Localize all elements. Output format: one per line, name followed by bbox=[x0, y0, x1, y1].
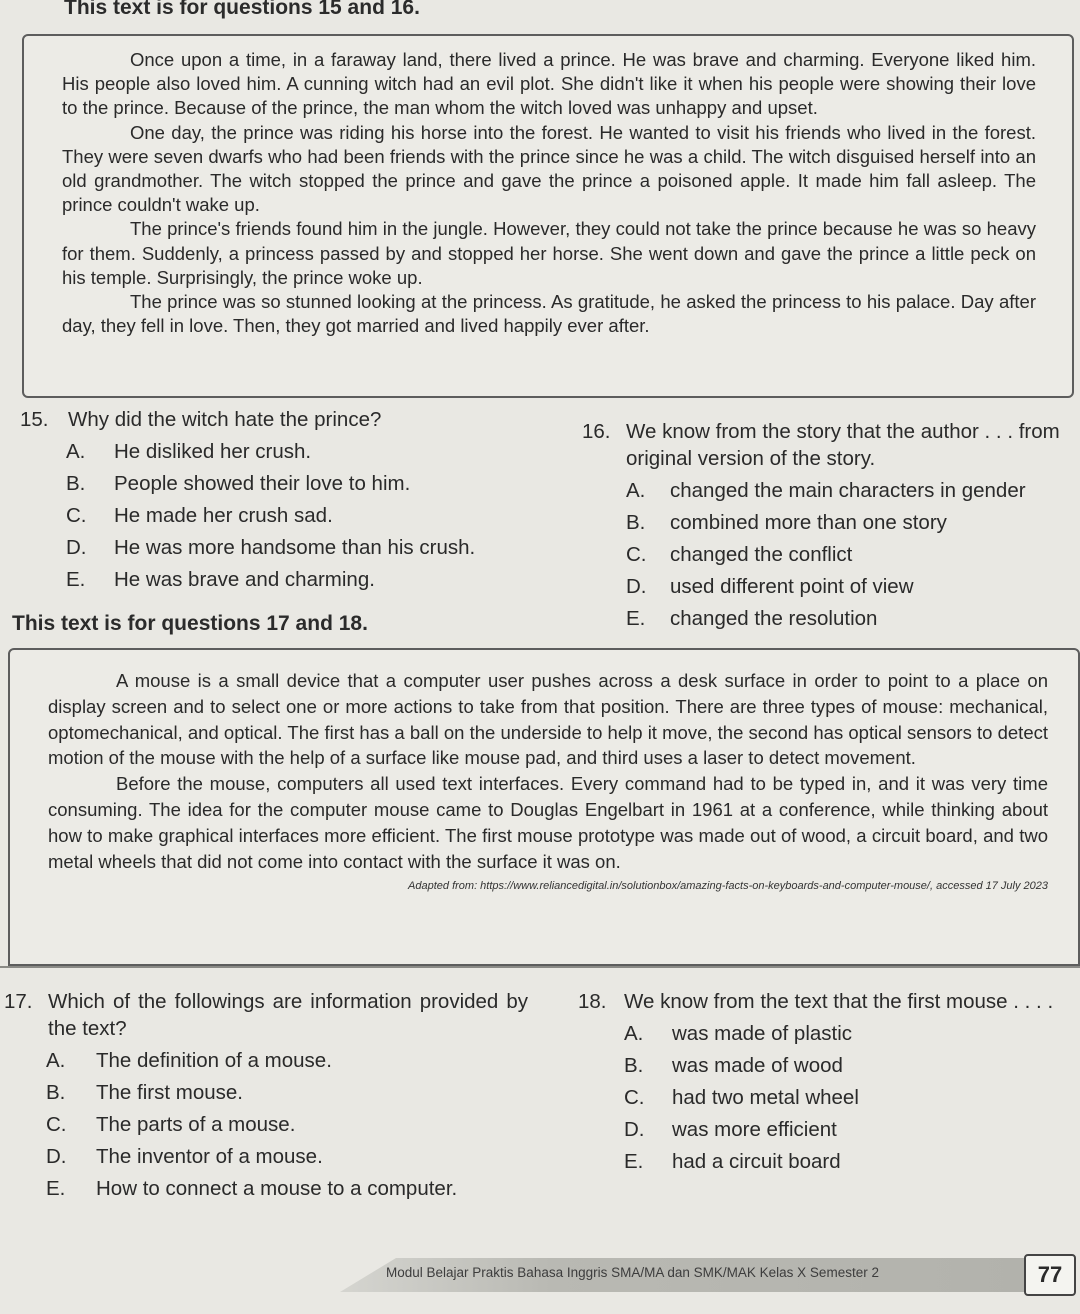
answer-option[interactable] bbox=[626, 541, 1076, 568]
text1-paragraph: One day, the prince was riding his horse into the forest. He wanted to visit his friends who lived in the forest. They were seven dwarfs who had been friends with the prince since he was a child. The witch disguised herself into an old grandmother. The witch stopped the prince and gave the prince a poisoned apple. It made him fall asleep. The prince couldn't wake up. bbox=[62, 121, 1036, 216]
answer-option[interactable] bbox=[46, 1111, 544, 1138]
text2-paragraph: Before the mouse, computers all used text interfaces. Every command had to be typed in, and it was very time consuming. The idea for the computer mouse came to Douglas Engelbart in 1961 at a conference, while thinking about how to make graphical interfaces more efficient. The first mouse prototype was made out of wood, a circuit board, and two metal wheels that did not come into contact with the surface it was on. bbox=[48, 773, 1048, 872]
answer-option[interactable] bbox=[624, 1020, 1076, 1047]
option-letter: B. bbox=[624, 1054, 644, 1077]
question-15 bbox=[20, 406, 560, 593]
text2-box bbox=[8, 648, 1080, 966]
option-text: changed the main characters in gender bbox=[670, 479, 1026, 502]
option-text: changed the conflict bbox=[670, 543, 853, 566]
option-letter: E. bbox=[46, 1177, 66, 1200]
footer-book-title: Modul Belajar Praktis Bahasa Inggris SMA/MA dan SMK/MAK Kelas X Semester 2 bbox=[386, 1265, 879, 1280]
option-letter: D. bbox=[46, 1145, 67, 1168]
text2-paragraph: A mouse is a small device that a computer user pushes across a desk surface in order to point to a place on display screen and to select one or more actions to take from that position. There are three types of mouse: mechanical, optomechanical, and optical. The first has a ball on the underside to help it move, the second has optical sensors to detect motion of the mouse with the help of a surface like mouse pad, and third uses a laser to detect movement. bbox=[48, 670, 1048, 769]
option-text: The first mouse. bbox=[96, 1081, 243, 1104]
option-letter: E. bbox=[66, 568, 86, 591]
text1-box bbox=[22, 34, 1074, 398]
option-text: How to connect a mouse to a computer. bbox=[96, 1177, 458, 1200]
question-text: We know from the text that the first mouse . . . . bbox=[624, 990, 1054, 1013]
option-text: The inventor of a mouse. bbox=[96, 1145, 323, 1168]
question-18 bbox=[578, 988, 1076, 1175]
question-17 bbox=[4, 988, 544, 1202]
answer-option[interactable] bbox=[626, 573, 1076, 600]
question-number: 18. bbox=[578, 990, 607, 1013]
text1-paragraph: Once upon a time, in a faraway land, there lived a prince. He was brave and charming. Everyone liked him. His people also loved him. A cunning witch had an evil plot. She didn't like it when his people were showing their love to the prince. Because of the prince, the man whom the witch loved was unhappy and upset. bbox=[62, 49, 1036, 119]
option-letter: B. bbox=[46, 1081, 66, 1104]
option-text: had a circuit board bbox=[672, 1150, 841, 1173]
answer-option[interactable] bbox=[66, 566, 560, 593]
option-text: changed the resolution bbox=[670, 607, 878, 630]
option-text: combined more than one story bbox=[670, 511, 947, 534]
option-letter: A. bbox=[66, 440, 86, 463]
option-letter: D. bbox=[626, 575, 647, 598]
answer-option[interactable] bbox=[626, 605, 1076, 632]
divider bbox=[0, 966, 1080, 968]
answer-option[interactable] bbox=[66, 534, 560, 561]
source-citation: Adapted from: https://www.reliancedigital.in/solutionbox/amazing-facts-on-keyboards-and-computer-mouse/, accessed 17 July 2023 bbox=[408, 880, 1048, 893]
answer-option[interactable] bbox=[66, 438, 560, 465]
option-letter: A. bbox=[626, 479, 646, 502]
answer-option[interactable] bbox=[46, 1047, 544, 1074]
question-16 bbox=[582, 418, 1076, 632]
option-text: He was more handsome than his crush. bbox=[114, 536, 476, 559]
option-letter: C. bbox=[66, 504, 87, 527]
page-number: 77 bbox=[1024, 1254, 1076, 1296]
option-letter: E. bbox=[624, 1150, 644, 1173]
option-text: People showed their love to him. bbox=[114, 472, 411, 495]
answer-option[interactable] bbox=[624, 1116, 1076, 1143]
answer-option[interactable] bbox=[624, 1148, 1076, 1175]
option-letter: B. bbox=[626, 511, 646, 534]
option-letter: E. bbox=[626, 607, 646, 630]
question-text: Why did the witch hate the prince? bbox=[68, 408, 382, 431]
option-text: used different point of view bbox=[670, 575, 914, 598]
text1-heading: This text is for questions 15 and 16. bbox=[64, 0, 420, 19]
answer-option[interactable] bbox=[624, 1052, 1076, 1079]
option-text: The definition of a mouse. bbox=[96, 1049, 332, 1072]
text1-paragraph: The prince's friends found him in the jungle. However, they could not take the prince because he was so heavy for them. Suddenly, a princess passed by and stopped her horse. She went down and gave the prince a little peck on his temple. Surprisingly, the prince woke up. bbox=[62, 218, 1036, 288]
option-text: He made her crush sad. bbox=[114, 504, 333, 527]
option-text: was more efficient bbox=[672, 1118, 837, 1141]
text2-heading: This text is for questions 17 and 18. bbox=[12, 612, 368, 635]
option-text: was made of wood bbox=[672, 1054, 843, 1077]
option-letter: D. bbox=[66, 536, 87, 559]
answer-option[interactable] bbox=[624, 1084, 1076, 1111]
text1-paragraph: The prince was so stunned looking at the princess. As gratitude, he asked the princess to his palace. Day after day, they fell in love. Then, they got married and lived happily ever after. bbox=[62, 291, 1036, 337]
question-text: We know from the story that the author . . . from original version of the story. bbox=[626, 420, 1060, 470]
answer-option[interactable] bbox=[46, 1175, 544, 1202]
answer-option[interactable] bbox=[66, 470, 560, 497]
option-letter: B. bbox=[66, 472, 86, 495]
option-text: He disliked her crush. bbox=[114, 440, 312, 463]
answer-option[interactable] bbox=[626, 509, 1076, 536]
question-text: Which of the followings are information provided by the text? bbox=[48, 990, 528, 1040]
option-letter: A. bbox=[624, 1022, 644, 1045]
option-text: was made of plastic bbox=[672, 1022, 853, 1045]
question-number: 15. bbox=[20, 408, 49, 431]
option-letter: D. bbox=[624, 1118, 645, 1141]
question-number: 16. bbox=[582, 420, 611, 443]
option-letter: C. bbox=[46, 1113, 67, 1136]
option-letter: A. bbox=[46, 1049, 66, 1072]
answer-option[interactable] bbox=[46, 1079, 544, 1106]
option-text: The parts of a mouse. bbox=[96, 1113, 296, 1136]
option-letter: C. bbox=[626, 543, 647, 566]
question-number: 17. bbox=[4, 990, 33, 1013]
option-letter: C. bbox=[624, 1086, 645, 1109]
option-text: had two metal wheel bbox=[672, 1086, 859, 1109]
option-text: He was brave and charming. bbox=[114, 568, 375, 591]
answer-option[interactable] bbox=[626, 477, 1076, 504]
answer-option[interactable] bbox=[46, 1143, 544, 1170]
answer-option[interactable] bbox=[66, 502, 560, 529]
